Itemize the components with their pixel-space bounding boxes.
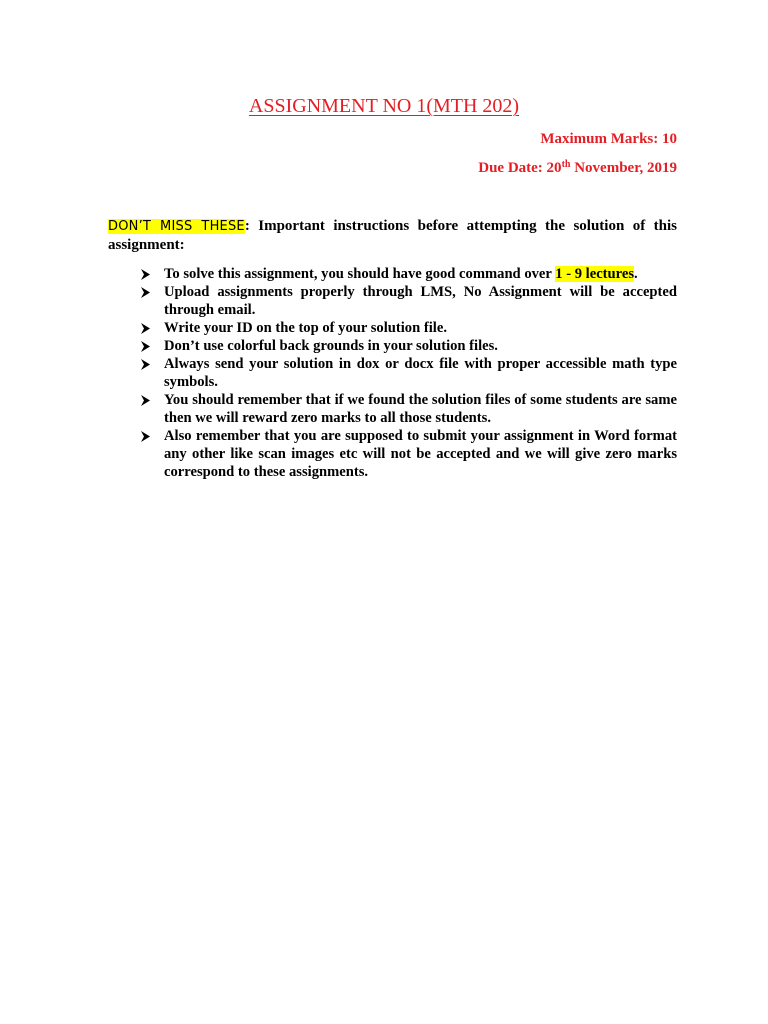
arrowhead-bullet-icon — [140, 283, 154, 301]
list-item — [140, 391, 677, 427]
list-item-text: You should remember that if we found the solution files of some students are same then we will reward zero marks to all those students. — [164, 392, 677, 426]
due-date-prefix: Due Date: 20 — [478, 160, 562, 176]
list-item — [140, 337, 677, 355]
list-item-text: Don’t use colorful back grounds in your solution files. — [164, 338, 498, 354]
intro-text: : Important instructions before attempting the solution of this assignment: — [108, 218, 677, 253]
arrowhead-bullet-icon — [140, 337, 154, 355]
list-item-text: To solve this assignment, you should have good command over — [164, 266, 556, 282]
list-item — [140, 427, 677, 481]
list-item-text: Write your ID on the top of your solution file. — [164, 320, 447, 336]
list-item-text: Also remember that you are supposed to submit your assignment in Word format any other like scan images etc will not be accepted and we will give zero marks correspond to these assignments. — [164, 428, 677, 480]
list-item-text-end: . — [634, 266, 638, 282]
list-item-text: Upload assignments properly through LMS, No Assignment will be accepted through email. — [164, 284, 677, 318]
maximum-marks: Maximum Marks: 10 — [540, 131, 677, 147]
arrowhead-bullet-icon — [140, 319, 154, 337]
lectures-highlight: 1 - 9 lectures — [555, 266, 635, 282]
dont-miss-highlight: DON’T MISS THESE — [108, 219, 245, 234]
assignment-title: ASSIGNMENT NO 1(MTH 202) — [248, 95, 520, 117]
list-item-text: Always send your solution in dox or docx file with proper accessible math type symbols. — [164, 356, 677, 390]
list-item — [140, 355, 677, 391]
instructions-list — [140, 265, 677, 481]
due-date-suffix-sup: th — [561, 159, 571, 170]
arrowhead-bullet-icon — [140, 355, 154, 373]
list-item — [140, 319, 677, 337]
instructions-intro — [108, 217, 677, 255]
due-date — [478, 159, 677, 177]
list-item — [140, 283, 677, 319]
arrowhead-bullet-icon — [140, 427, 154, 445]
list-item — [140, 265, 677, 283]
arrowhead-bullet-icon — [140, 391, 154, 409]
arrowhead-bullet-icon — [140, 265, 154, 283]
due-date-suffix: November, 2019 — [570, 160, 677, 176]
